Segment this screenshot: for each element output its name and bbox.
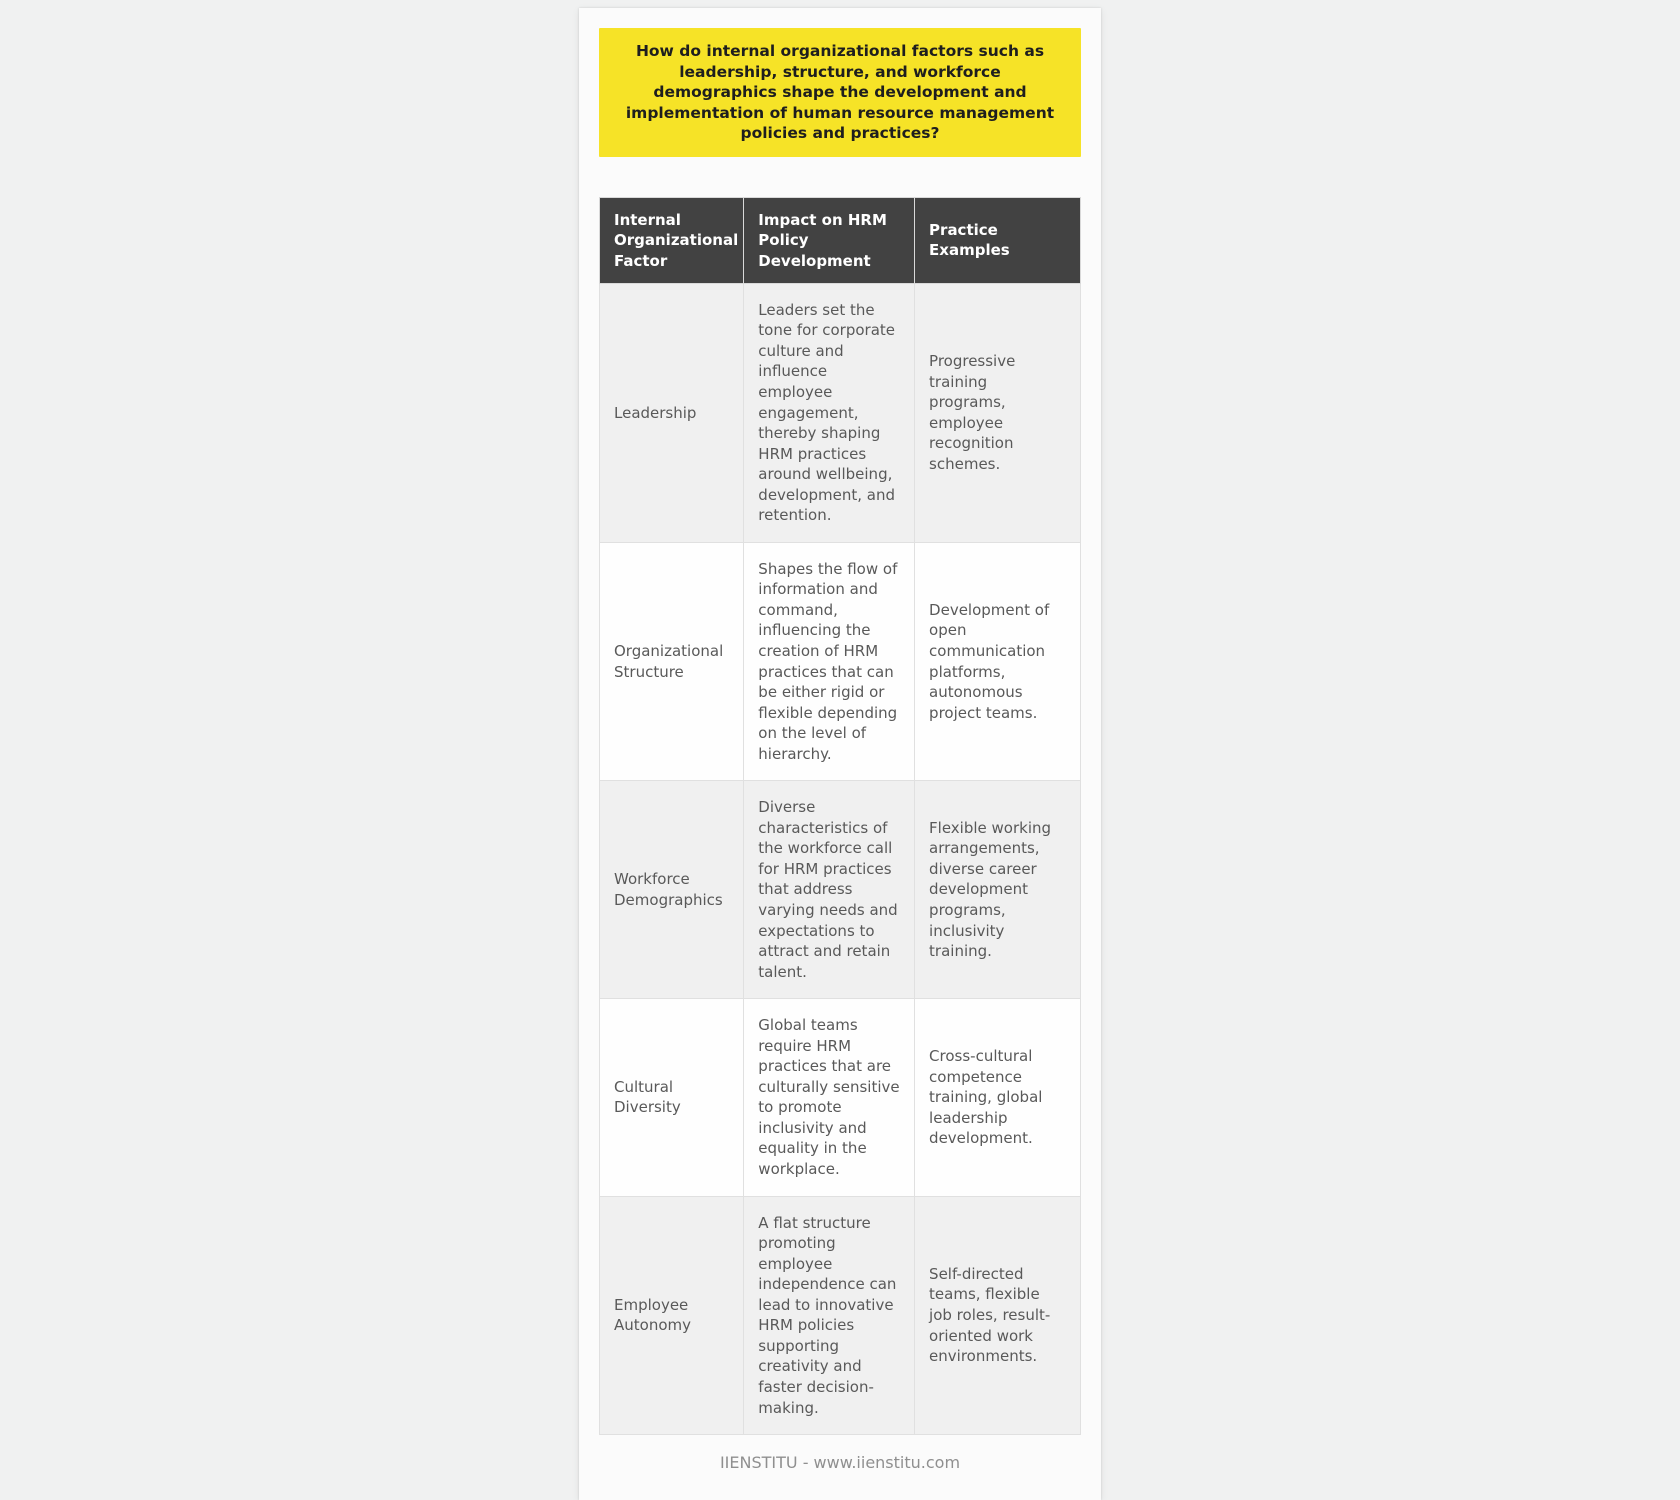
examples-cell: Cross-cultural competence training, global leadership development. (915, 999, 1081, 1196)
impact-cell: Diverse characteristics of the workforce call for HRM practices that address varying needs and expectations to attract and retain talent. (744, 781, 915, 999)
hrm-table-container (599, 197, 1081, 1435)
factor-cell: Organizational Structure (600, 542, 744, 780)
factor-cell: Leadership (600, 283, 744, 542)
impact-cell: A flat structure promoting employee independence can lead to innovative HRM policies supporting creativity and faster decision-making. (744, 1196, 915, 1434)
impact-cell: Leaders set the tone for corporate culture and influence employee engagement, thereby shaping HRM practices around wellbeing, development, and retention. (744, 283, 915, 542)
table-row-workforce-demographics (600, 781, 1081, 999)
column-header-practice-examples: Practice Examples (915, 198, 1081, 284)
examples-cell: Progressive training programs, employee recognition schemes. (915, 283, 1081, 542)
table-header-row (600, 198, 1081, 284)
table-row-employee-autonomy (600, 1196, 1081, 1434)
examples-cell: Development of open communication platforms, autonomous project teams. (915, 542, 1081, 780)
hrm-factors-table (599, 197, 1081, 1435)
factor-cell: Workforce Demographics (600, 781, 744, 999)
examples-cell: Flexible working arrangements, diverse career development programs, inclusivity training. (915, 781, 1081, 999)
factor-cell: Cultural Diversity (600, 999, 744, 1196)
question-highlight (599, 28, 1081, 157)
footer-attribution: IIENSTITU - www.iienstitu.com (719, 1453, 961, 1473)
question-text: How do internal organizational factors such as leadership, structure, and workforce demographics shape the development and implementation of human resource management policies and practices? (625, 42, 1055, 143)
factor-cell: Employee Autonomy (600, 1196, 744, 1434)
document-card (579, 8, 1101, 1500)
table-row-leadership (600, 283, 1081, 542)
impact-cell: Global teams require HRM practices that are culturally sensitive to promote inclusivity and equality in the workplace. (744, 999, 915, 1196)
table-row-cultural-diversity (600, 999, 1081, 1196)
examples-cell: Self-directed teams, flexible job roles, result-oriented work environments. (915, 1196, 1081, 1434)
column-header-internal-factor: Internal Organizational Factor (600, 198, 744, 284)
column-header-impact: Impact on HRM Policy Development (744, 198, 915, 284)
table-row-organizational-structure (600, 542, 1081, 780)
impact-cell: Shapes the flow of information and command, influencing the creation of HRM practices that can be either rigid or flexible depending on the level of hierarchy. (744, 542, 915, 780)
